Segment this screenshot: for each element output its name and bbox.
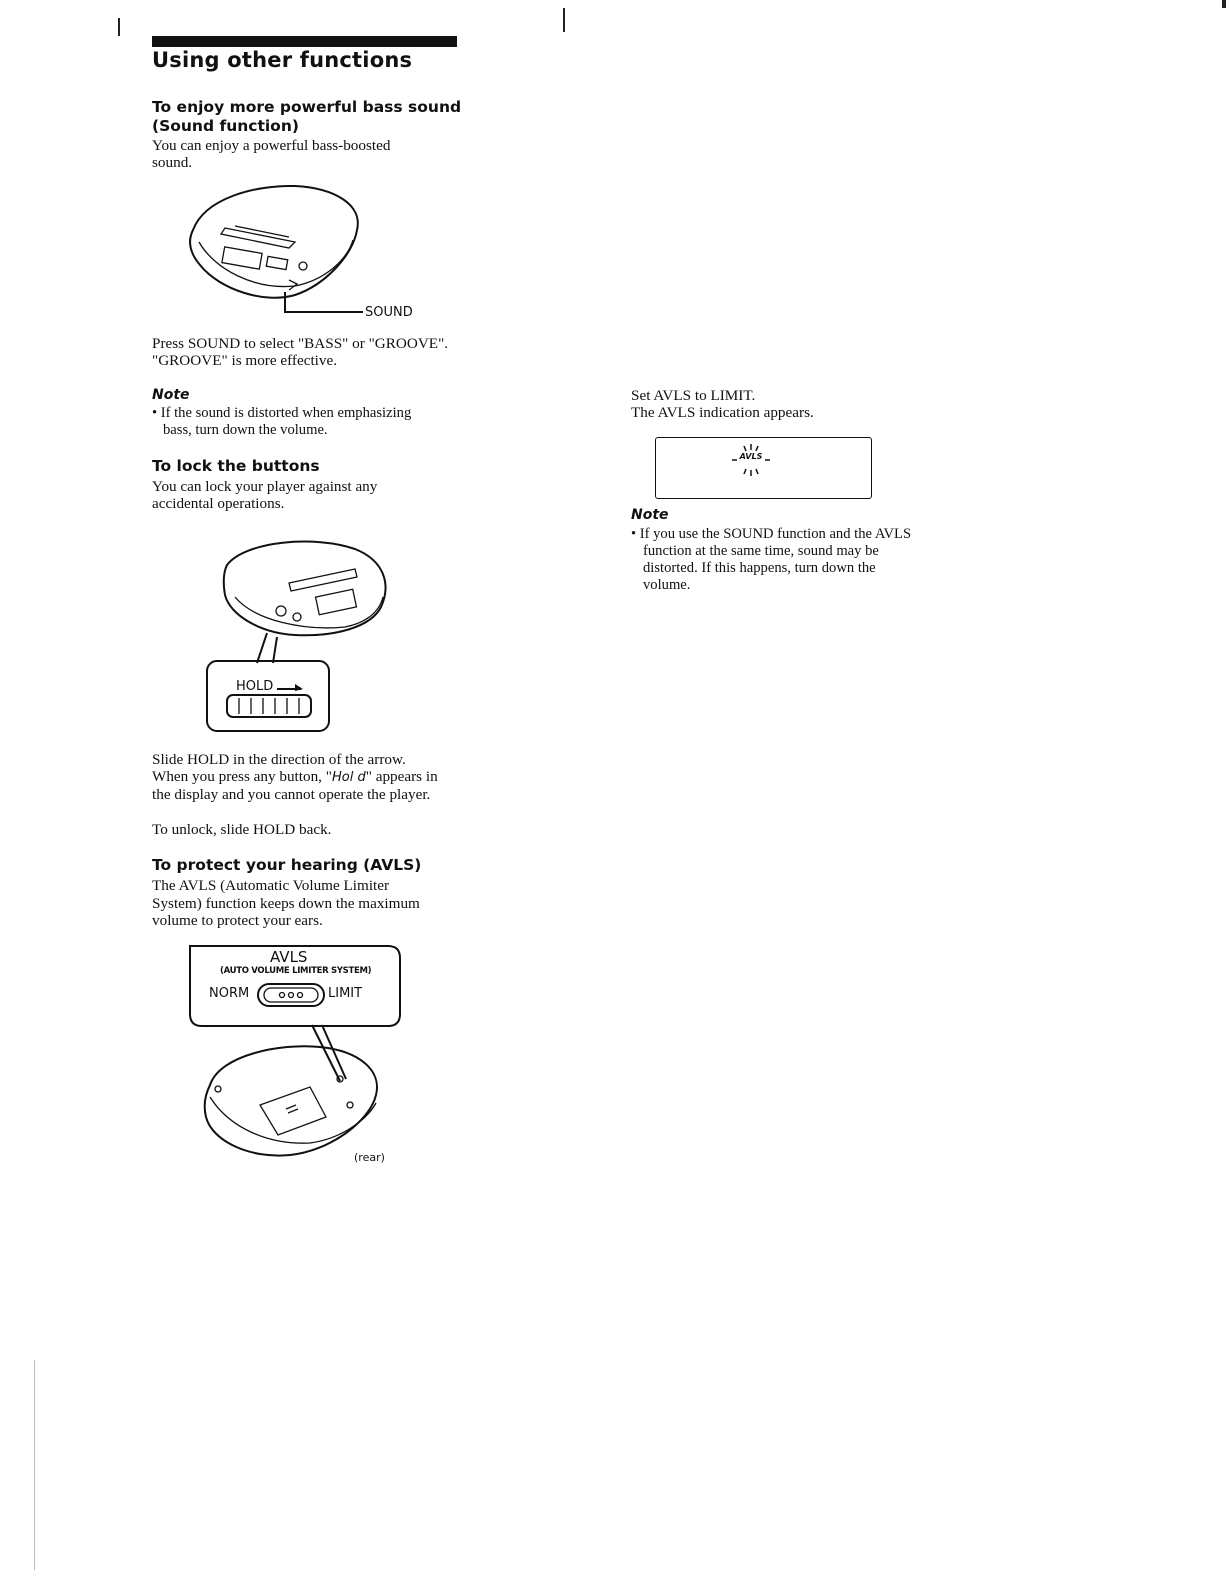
lock-instr-line2-a: When you press any button, " — [152, 768, 332, 785]
rear-label: (rear) — [354, 1151, 385, 1164]
lock-intro-line2: accidental operations. — [152, 495, 285, 512]
cd-player-hold-illustration — [205, 535, 395, 735]
right-note-line4: volume. — [643, 577, 691, 593]
avls-display-text: AVLS — [739, 452, 763, 461]
sound-instr-line2: "GROOVE" is more effective. — [152, 352, 338, 369]
avls-heading: To protect your hearing (AVLS) — [152, 856, 422, 874]
avls-switch-title: AVLS — [270, 948, 308, 966]
lock-heading: To lock the buttons — [152, 457, 320, 475]
right-note-line3: distorted. If this happens, turn down the — [643, 560, 876, 576]
scan-mark — [1222, 0, 1226, 8]
right-note-heading: Note — [631, 507, 669, 523]
sound-callout-label: SOUND — [365, 305, 413, 320]
avls-switch-subtitle: (AUTO VOLUME LIMITER SYSTEM) — [220, 966, 372, 976]
sound-note-heading: Note — [152, 387, 190, 403]
sound-heading-sub: (Sound function) — [152, 117, 299, 135]
scan-mark — [118, 18, 120, 36]
hold-switch-label: HOLD — [236, 679, 274, 694]
cd-player-rear-illustration — [200, 1025, 390, 1165]
sound-intro-line2: sound. — [152, 154, 193, 171]
header-rule — [152, 36, 457, 47]
lock-instr-line2 — [152, 768, 438, 787]
sound-instr-line1: Press SOUND to select "BASS" or "GROOVE". — [152, 335, 449, 352]
lock-instr-line3: the display and you cannot operate the player. — [152, 786, 431, 803]
avls-switch-norm: NORM — [209, 986, 250, 1001]
lock-intro-line1: You can lock your player against any — [152, 478, 378, 495]
hold-display-text: Hol d — [331, 770, 366, 785]
scan-mark — [563, 8, 565, 32]
page-title: Using other functions — [152, 48, 413, 72]
cd-player-front-illustration — [185, 180, 385, 310]
lock-instr-line2-b: " appears in — [365, 768, 438, 785]
lock-instr-line1: Slide HOLD in the direction of the arrow. — [152, 751, 406, 768]
avls-intro-line1: The AVLS (Automatic Volume Limiter — [152, 877, 390, 894]
right-note-line1: • If you use the SOUND function and the AVLS — [631, 526, 912, 542]
scan-mark — [34, 1360, 35, 1570]
avls-switch-limit: LIMIT — [328, 986, 363, 1001]
sound-note-line2: bass, turn down the volume. — [163, 422, 328, 438]
sound-intro-line1: You can enjoy a powerful bass-boosted — [152, 137, 391, 154]
unlock-instruction: To unlock, slide HOLD back. — [152, 821, 332, 838]
right-line1: Set AVLS to LIMIT. — [631, 387, 756, 404]
avls-intro-line2: System) function keeps down the maximum — [152, 895, 420, 912]
avls-intro-line3: volume to protect your ears. — [152, 912, 323, 929]
right-line2: The AVLS indication appears. — [631, 404, 814, 421]
sound-note-line1: • If the sound is distorted when emphasizing — [152, 405, 412, 421]
avls-display-panel — [655, 437, 872, 499]
sound-heading: To enjoy more powerful bass sound — [152, 98, 462, 116]
right-note-line2: function at the same time, sound may be — [643, 543, 879, 559]
